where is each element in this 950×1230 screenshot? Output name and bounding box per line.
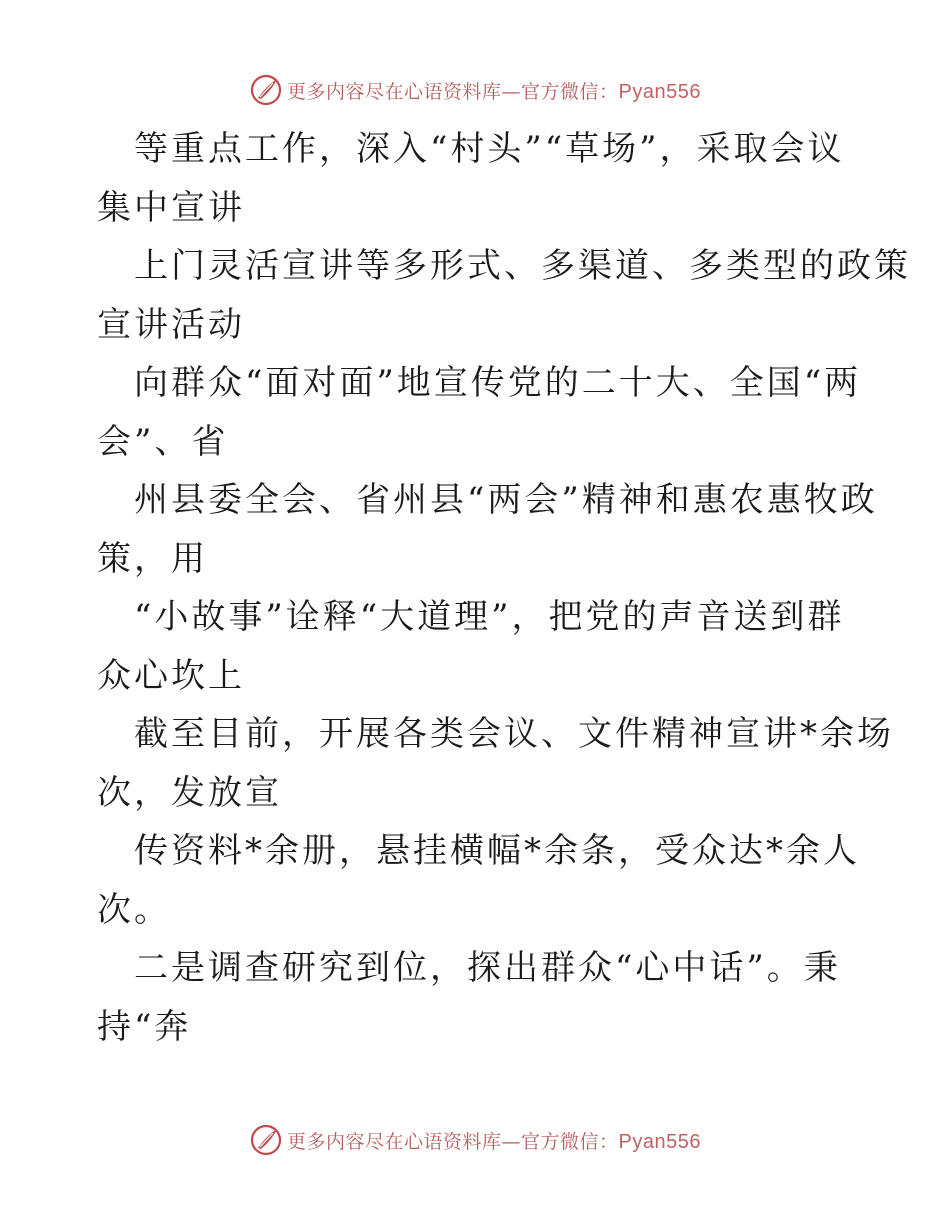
- quill-logo-icon: [249, 1123, 283, 1157]
- text-line: 上门灵活宣讲等多形式、多渠道、多类型的政策: [134, 246, 911, 286]
- watermark-text: 更多内容尽在心语资料库—官方微信：Pyan556: [287, 1130, 701, 1153]
- text-line: 会”、省: [97, 421, 229, 462]
- document-body: [97, 120, 911, 1056]
- text-line: 二是调查研究到位，探出群众“心中话”。秉: [134, 948, 841, 988]
- text-line: 策，用: [97, 538, 208, 579]
- wechat-id: Pyan556: [618, 80, 701, 103]
- text-line: 持“奔: [97, 1006, 192, 1047]
- text-line: 次。: [97, 889, 171, 930]
- text-line: “小故事”诠释“大道理”，把党的声音送到群: [134, 597, 845, 637]
- text-line: 宣讲活动: [97, 304, 245, 345]
- quill-logo-icon: [249, 73, 283, 107]
- text-line: 集中宣讲: [97, 187, 245, 228]
- text-line: 众心坎上: [97, 655, 245, 696]
- text-line: 州县委全会、省州县“两会”精神和惠农惠牧政: [134, 480, 878, 520]
- text-line: 传资料*余册，悬挂横幅*余条，受众达*余人: [134, 831, 860, 871]
- text-line: 次，发放宣: [97, 772, 282, 813]
- text-line: 向群众“面对面”地宣传党的二十大、全国“两: [134, 363, 862, 403]
- watermark-text: 更多内容尽在心语资料库—官方微信：Pyan556: [287, 80, 701, 103]
- text-line: 截至目前，开展各类会议、文件精神宣讲*余场: [134, 714, 894, 754]
- text-line: 等重点工作，深入“村头”“草场”，采取会议: [134, 129, 845, 169]
- wechat-id: Pyan556: [618, 1130, 701, 1153]
- header-watermark-banner: [0, 70, 950, 110]
- footer-watermark-banner: [0, 1120, 950, 1160]
